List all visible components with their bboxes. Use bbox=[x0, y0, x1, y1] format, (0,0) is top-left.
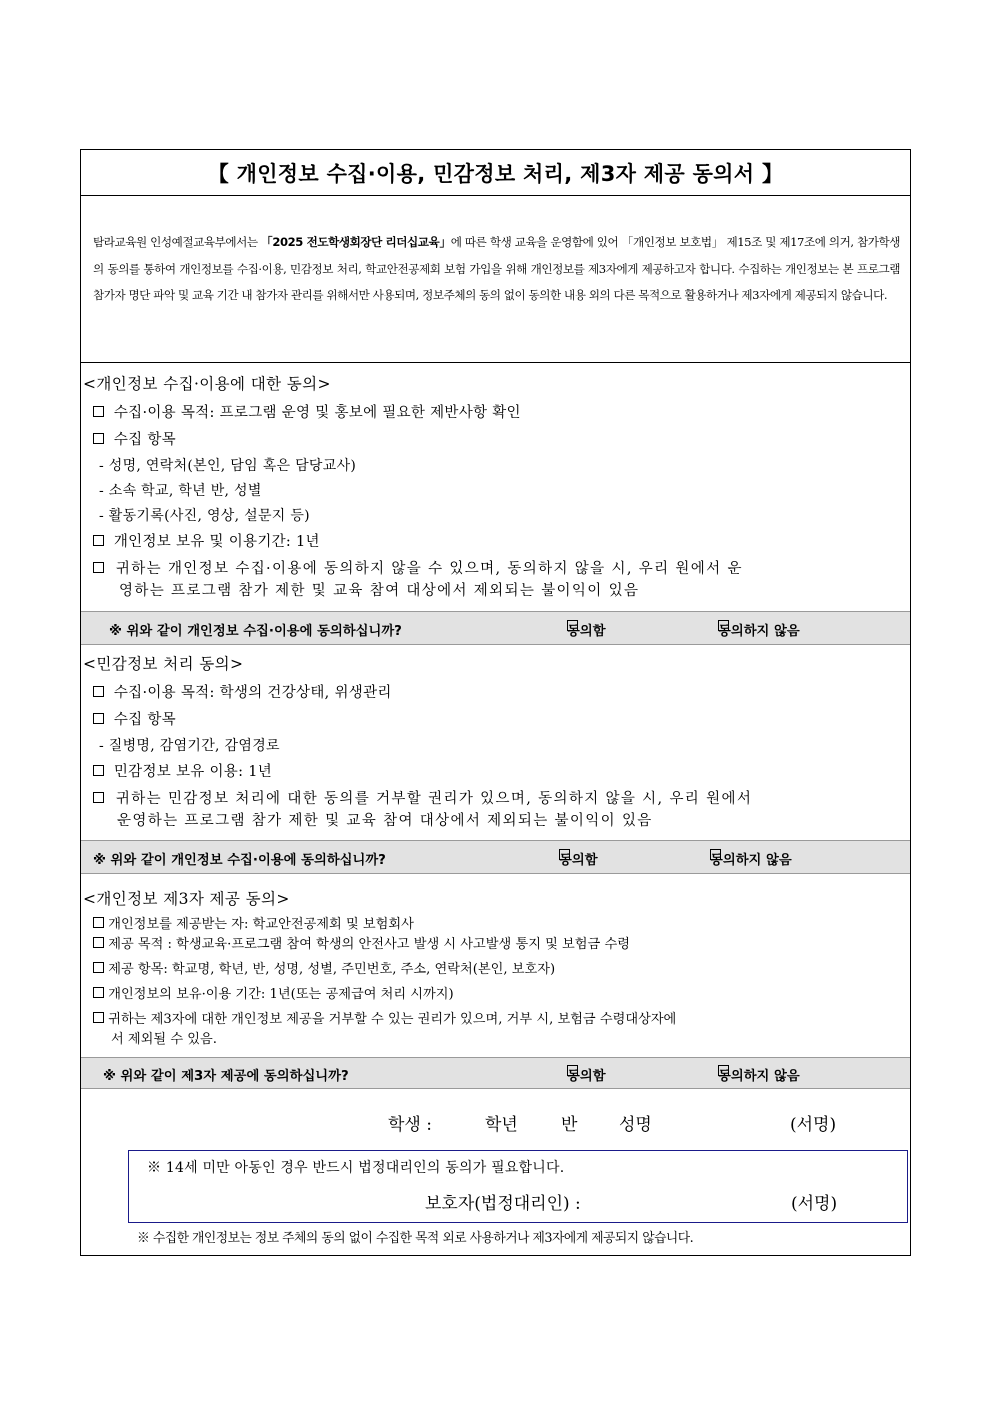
guardian-label: 보호자(법정대리인) : bbox=[425, 1194, 581, 1214]
checkbox-icon bbox=[93, 1012, 104, 1023]
section1-item-refusal: 귀하는 개인정보 수집·이용에 동의하지 않을 수 있으며, 동의하지 않을 시, 우리 원에서 운 bbox=[93, 557, 743, 578]
checkbox-icon bbox=[93, 406, 104, 417]
section1-question: ※ 위와 같이 개인정보 수집·이용에 동의하십니까? bbox=[109, 624, 402, 639]
section3-item-period: 개인정보의 보유·이용 기간: 1년(또는 공제급여 처리 시까지) bbox=[93, 983, 454, 1002]
consent-form bbox=[80, 149, 911, 1256]
section2-field-disease: - 질병명, 감염기간, 감염경로 bbox=[99, 738, 280, 754]
section1-item-refusal-cont: 영하는 프로그램 참가 제한 및 교육 참여 대상에서 제외되는 불이익이 있음 bbox=[119, 583, 640, 599]
section1-field-school: - 소속 학교, 학년 반, 성별 bbox=[99, 483, 262, 499]
grade-field[interactable]: 학년 bbox=[485, 1115, 518, 1135]
intro-text-2: 에 따른 학생 교육을 운영함에 있어 「개인정보 보호법」 제15조 및 제17조에 의거, 참가학생의 동의를 통하여 개인정보를 수집·이용, 민감정보 처리, 학교안전공제회 보험 가입을 위해 개인정보를 제3자에게 제공하고자 합니다. 수집하는 개인정보는 본 프로그램 참가자 명단 파악 및 교육 기간 내 참가자 관리를 위해서만 사용되며, 정보주체의 동의 없이 동의한 내용 외의 다른 목적으로 활용하거나 제3자에게 제공되지 않습니다. bbox=[93, 235, 900, 302]
section2-question-bar: ※ 위와 같이 개인정보 수집·이용에 동의하십니까? 동의함 동의하지 않음 bbox=[81, 840, 910, 874]
guardian-box bbox=[128, 1150, 908, 1223]
footer-note: ※ 수집한 개인정보는 정보 주체의 동의 없이 수집한 목적 외로 사용하거나 제3자에게 제공되지 않습니다. bbox=[137, 1231, 694, 1246]
section-sensitive-consent bbox=[81, 652, 910, 829]
section3-item-refusal-cont: 서 제외될 수 있음. bbox=[111, 1032, 217, 1047]
class-field[interactable]: 반 bbox=[561, 1115, 578, 1135]
section2-item-refusal-cont: 운영하는 프로그램 참가 제한 및 교육 참여 대상에서 제외되는 불이익이 있음 bbox=[117, 813, 653, 829]
section1-question-bar: ※ 위와 같이 개인정보 수집·이용에 동의하십니까? 동의함 동의하지 않음 bbox=[81, 611, 910, 645]
section1-heading: <개인정보 수집·이용에 대한 동의> bbox=[83, 375, 331, 393]
checkbox-icon bbox=[93, 433, 104, 444]
section1-field-name: - 성명, 연락처(본인, 담임 혹은 담당교사) bbox=[99, 458, 357, 474]
checkbox-icon bbox=[93, 535, 104, 546]
checkbox-icon bbox=[93, 686, 104, 697]
student-label: 학생 : bbox=[388, 1115, 432, 1135]
section3-heading: <개인정보 제3자 제공 동의> bbox=[83, 890, 290, 908]
section1-item-period: 개인정보 보유 및 이용기간: 1년 bbox=[93, 530, 320, 551]
checkbox-icon bbox=[93, 713, 104, 724]
checkbox-icon bbox=[93, 937, 104, 948]
checkbox-icon bbox=[93, 962, 104, 973]
section1-item-purpose: 수집·이용 목적: 프로그램 운영 및 홍보에 필요한 제반사항 확인 bbox=[93, 401, 521, 422]
program-name: 「2025 전도학생회장단 리더십교육」 bbox=[261, 235, 451, 249]
section2-question: ※ 위와 같이 개인정보 수집·이용에 동의하십니까? bbox=[93, 853, 386, 868]
section3-question-bar: ※ 위와 같이 제3자 제공에 동의하십니까? 동의함 동의하지 않음 bbox=[81, 1057, 910, 1089]
section1-field-records: - 활동기록(사진, 영상, 설문지 등) bbox=[99, 508, 310, 524]
name-field[interactable]: 성명 bbox=[619, 1115, 652, 1135]
section2-item-period: 민감정보 보유 이용: 1년 bbox=[93, 760, 272, 781]
guardian-note: ※ 14세 미만 아동인 경우 반드시 법정대리인의 동의가 필요합니다. bbox=[147, 1160, 565, 1176]
section-third-party-consent bbox=[81, 887, 910, 1047]
checkbox-icon bbox=[93, 917, 104, 928]
intro-text-1: 탐라교육원 인성예절교육부에서는 bbox=[93, 235, 262, 249]
section1-item-fields: 수집 항목 bbox=[93, 428, 176, 449]
section3-question: ※ 위와 같이 제3자 제공에 동의하십니까? bbox=[103, 1069, 349, 1084]
guardian-signature-field[interactable]: (서명) bbox=[791, 1194, 838, 1214]
section2-item-refusal: 귀하는 민감정보 처리에 대한 동의를 거부할 권리가 있으며, 동의하지 않을 시, 우리 원에서 bbox=[93, 787, 752, 808]
section-collection-consent bbox=[81, 372, 910, 599]
checkbox-icon bbox=[93, 792, 104, 803]
student-signature-field[interactable]: (서명) bbox=[790, 1115, 837, 1135]
checkbox-icon bbox=[93, 562, 104, 573]
form-title: 【 개인정보 수집·이용, 민감정보 처리, 제3자 제공 동의서 】 bbox=[81, 150, 910, 196]
intro-paragraph bbox=[81, 196, 910, 363]
section2-item-fields: 수집 항목 bbox=[93, 708, 176, 729]
section3-item-purpose: 제공 목적 : 학생교육·프로그램 참여 학생의 안전사고 발생 시 사고발생 통지 및 보험금 수령 bbox=[93, 933, 630, 952]
section2-heading: <민감정보 처리 동의> bbox=[83, 655, 244, 673]
checkbox-icon bbox=[93, 987, 104, 998]
section3-item-fields: 제공 항목: 학교명, 학년, 반, 성명, 성별, 주민번호, 주소, 연락처(본인, 보호자) bbox=[93, 958, 555, 977]
checkbox-icon bbox=[93, 765, 104, 776]
section2-item-purpose: 수집·이용 목적: 학생의 건강상태, 위생관리 bbox=[93, 681, 392, 702]
section3-item-refusal: 귀하는 제3자에 대한 개인정보 제공을 거부할 수 있는 권리가 있으며, 거부 시, 보험금 수령대상자에 bbox=[93, 1008, 676, 1027]
section3-item-recipient: 개인정보를 제공받는 자: 학교안전공제회 및 보험회사 bbox=[93, 913, 414, 932]
